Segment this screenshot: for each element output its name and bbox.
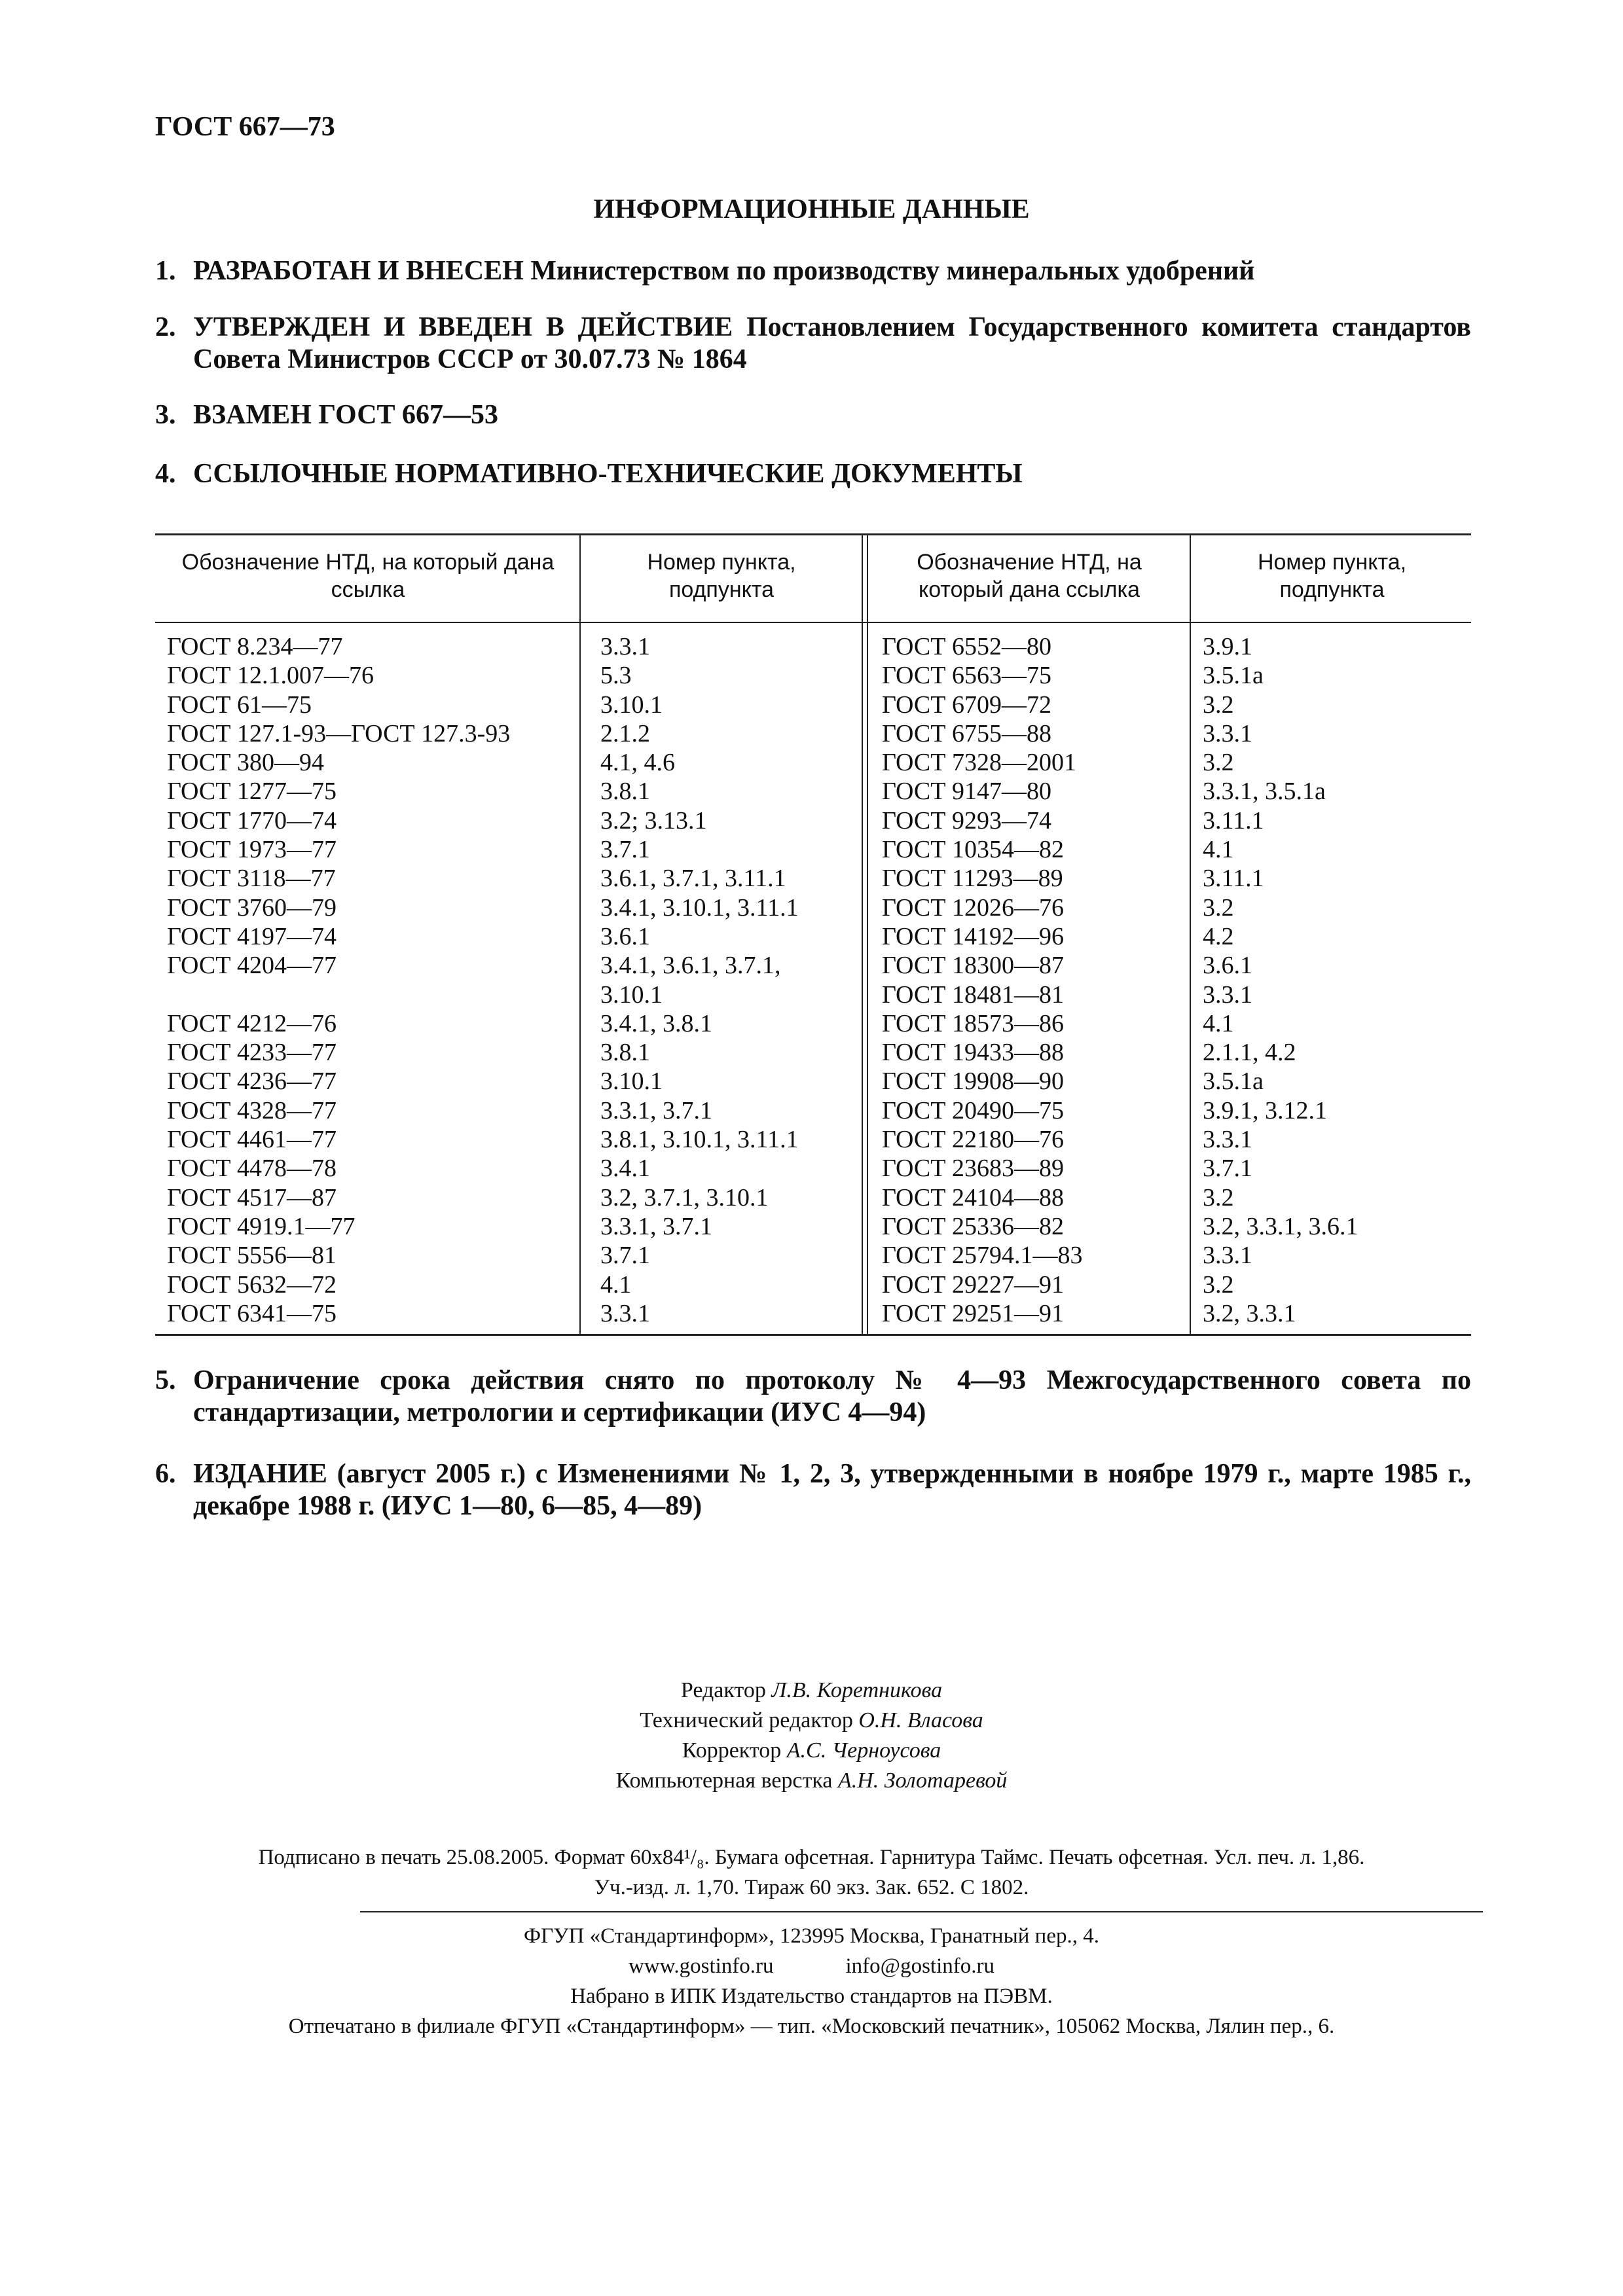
clause-number-cell: 2.1.2	[600, 719, 650, 747]
credit-person: А.Н. Золотаревой	[837, 1768, 1008, 1793]
item-text: Постановлением Государственного комитета стандартов Совета Министров СССР от 30.07.73 № 1864	[193, 312, 1471, 374]
reference-document-cell: ГОСТ 7328—2001	[882, 749, 1076, 777]
clause-number-cell: 3.7.1	[600, 836, 650, 864]
info-item-4	[155, 458, 1471, 490]
reference-document-cell: ГОСТ 4461—77	[167, 1126, 337, 1154]
typeset-note: Набрано в ИПК Издательство стандартов на ПЭВМ.	[570, 1984, 1053, 2008]
reference-document-cell: ГОСТ 10354—82	[882, 836, 1064, 864]
item-text: Ограничение срока действия снято по протоколу № 4—93 Межгосударственного совета по стандартизации, метрологии и сертификации (ИУС 4—94)	[193, 1365, 1471, 1427]
item-lead: ИЗДАНИЕ	[193, 1459, 327, 1489]
credit-role: Технический редактор	[640, 1708, 853, 1732]
reference-document-cell: ГОСТ 4204—77	[167, 952, 337, 980]
reference-document-cell: ГОСТ 4478—78	[167, 1155, 337, 1183]
reference-document-cell: ГОСТ 22180—76	[882, 1126, 1064, 1154]
clause-number-cell: 2.1.1, 4.2	[1203, 1039, 1296, 1067]
item-number: 5.	[155, 1365, 176, 1395]
credit-line	[0, 1766, 1623, 1796]
reference-document-cell: ГОСТ 6755—88	[882, 719, 1051, 747]
publisher-info	[0, 1921, 1623, 2041]
item-number: 1.	[155, 256, 176, 286]
item-number: 2.	[155, 312, 176, 342]
reference-document-cell: ГОСТ 9293—74	[882, 806, 1051, 834]
right-clauses-column	[1203, 632, 1359, 1328]
reference-document-cell: ГОСТ 18300—87	[882, 952, 1064, 980]
reference-document-cell	[167, 980, 510, 1009]
reference-document-cell: ГОСТ 20490—75	[882, 1096, 1064, 1124]
item-lead: РАЗРАБОТАН И ВНЕСЕН	[193, 256, 524, 286]
credit-person: Л.В. Коретникова	[771, 1678, 943, 1702]
header-divider	[155, 622, 1471, 623]
reference-document-cell: ГОСТ 6552—80	[882, 633, 1051, 660]
imprint-line: Подписано в печать 25.08.2005. Формат 60х84¹/₈. Бумага офсетная. Гарнитура Таймс. Печать офсетная. Усл. печ. л. 1,86.	[258, 1846, 1365, 1869]
clause-number-cell: 3.3.1	[1203, 1242, 1252, 1270]
clause-number-cell: 5.3	[600, 662, 632, 690]
reference-document-cell: ГОСТ 4517—87	[167, 1183, 337, 1211]
right-documents-column	[882, 632, 1083, 1328]
clause-number-cell: 3.9.1	[1203, 633, 1252, 660]
reference-document-cell: ГОСТ 18573—86	[882, 1009, 1064, 1037]
reference-document-cell: ГОСТ 24104—88	[882, 1183, 1064, 1211]
reference-document-cell: ГОСТ 14192—96	[882, 922, 1064, 950]
reference-document-cell: ГОСТ 11293—89	[882, 865, 1063, 893]
item-text: (август 2005 г.) с Изменениями № 1, 2, 3, утвержденными в ноябре 1979 г., марте 1985 г., декабре 1988 г. (ИУС 1—80, 6—85, 4—89)	[193, 1459, 1471, 1521]
reference-document-cell: ГОСТ 127.1-93—ГОСТ 127.3-93	[167, 719, 511, 747]
reference-document-cell: ГОСТ 9147—80	[882, 778, 1051, 806]
clause-number-cell: 3.11.1	[1203, 865, 1264, 893]
clause-number-cell: 3.2	[1203, 1270, 1234, 1299]
column-divider	[862, 535, 863, 1334]
publisher-website[interactable]: www.gostinfo.ru	[629, 1954, 774, 1978]
item-number: 6.	[155, 1459, 176, 1489]
publisher-address: ФГУП «Стандартинформ», 123995 Москва, Гранатный пер., 4.	[524, 1924, 1099, 1948]
credit-role: Компьютерная верстка	[615, 1768, 833, 1793]
column-header-clause: Номер пункта, подпункта	[1257, 550, 1407, 602]
clause-number-cell: 3.10.1	[600, 1067, 663, 1096]
reference-document-cell: ГОСТ 4328—77	[167, 1096, 337, 1124]
credit-role: Корректор	[682, 1738, 782, 1763]
clause-number-cell: 3.2, 3.3.1, 3.6.1	[1203, 1212, 1359, 1240]
clause-number-cell: 4.1	[1203, 1009, 1234, 1037]
clause-number-cell: 3.3.1	[600, 1299, 650, 1327]
clause-number-cell: 3.8.1	[600, 778, 650, 806]
reference-document-cell: ГОСТ 12.1.007—76	[167, 662, 374, 690]
reference-document-cell: ГОСТ 5556—81	[167, 1242, 337, 1270]
clause-number-cell: 3.2; 3.13.1	[600, 806, 707, 834]
imprint-line: Уч.-изд. л. 1,70. Тираж 60 экз. Зак. 652. С 1802.	[594, 1876, 1029, 1899]
imprint	[0, 1842, 1623, 1903]
reference-document-cell: ГОСТ 1770—74	[167, 806, 337, 834]
clause-number-cell: 3.3.1	[1203, 719, 1252, 747]
reference-document-cell: ГОСТ 3118—77	[167, 865, 336, 893]
reference-document-cell: ГОСТ 1277—75	[167, 778, 337, 806]
reference-document-cell: ГОСТ 12026—76	[882, 893, 1064, 922]
reference-document-cell: ГОСТ 19433—88	[882, 1039, 1064, 1067]
clause-number-cell: 3.5.1а	[1203, 662, 1264, 690]
reference-document-cell: ГОСТ 1973—77	[167, 836, 337, 864]
clause-number-cell: 4.1	[1203, 836, 1234, 864]
reference-document-cell: ГОСТ 5632—72	[167, 1270, 337, 1299]
reference-document-cell: ГОСТ 25794.1—83	[882, 1242, 1083, 1270]
clause-number-cell: 3.6.1, 3.7.1, 3.11.1	[600, 865, 786, 893]
info-item-3	[155, 399, 1471, 431]
reference-document-cell: ГОСТ 8.234—77	[167, 633, 343, 660]
clause-number-cell: 4.1	[600, 1270, 632, 1299]
clause-number-cell: 3.2	[1203, 1183, 1234, 1211]
column-header-document: Обозначение НТД, на который дана ссылка	[917, 550, 1142, 602]
reference-document-cell: ГОСТ 61—75	[167, 691, 312, 719]
item-number: 3.	[155, 400, 176, 430]
credit-person: О.Н. Власова	[858, 1708, 983, 1732]
clause-number-cell: 3.6.1	[1203, 952, 1252, 980]
left-documents-column	[167, 632, 510, 1328]
item-number: 4.	[155, 459, 176, 489]
clause-number-cell: 3.3.1, 3.5.1а	[1203, 778, 1326, 806]
reference-document-cell: ГОСТ 4919.1—77	[167, 1212, 356, 1240]
clause-number-cell: 4.2	[1203, 922, 1234, 950]
clause-number-cell: 3.8.1	[600, 1039, 650, 1067]
reference-document-cell: ГОСТ 4197—74	[167, 922, 337, 950]
reference-document-cell: ГОСТ 6341—75	[167, 1299, 337, 1327]
reference-document-cell: ГОСТ 19908—90	[882, 1067, 1064, 1096]
clause-number-cell: 3.10.1	[600, 691, 663, 719]
clause-number-cell: 3.8.1, 3.10.1, 3.11.1	[600, 1126, 799, 1154]
credit-role: Редактор	[680, 1678, 766, 1702]
document-code: ГОСТ 667—73	[155, 112, 335, 142]
clause-number-cell: 3.2, 3.3.1	[1203, 1299, 1296, 1327]
clause-number-cell: 3.3.1, 3.7.1	[600, 1212, 712, 1240]
clause-number-cell: 4.1, 4.6	[600, 749, 675, 777]
credit-line	[0, 1736, 1623, 1766]
editorial-credits	[0, 1676, 1623, 1796]
reference-document-cell: ГОСТ 29227—91	[882, 1270, 1064, 1299]
publisher-email[interactable]: info@gostinfo.ru	[845, 1954, 994, 1978]
clause-number-cell: 3.3.1	[1203, 980, 1252, 1009]
info-item-1	[155, 255, 1471, 287]
column-header-clause: Номер пункта, подпункта	[647, 550, 796, 602]
clause-number-cell: 3.2	[1203, 691, 1234, 719]
reference-document-cell: ГОСТ 29251—91	[882, 1299, 1064, 1327]
clause-number-cell: 3.2	[1203, 749, 1234, 777]
info-item-2	[155, 312, 1471, 376]
column-header-document: Обозначение НТД, на который дана ссылка	[181, 550, 555, 602]
credit-line	[0, 1706, 1623, 1736]
clause-number-cell: 3.9.1, 3.12.1	[1203, 1096, 1327, 1124]
clause-number-cell: 3.11.1	[1203, 806, 1264, 834]
reference-document-cell: ГОСТ 4233—77	[167, 1039, 337, 1067]
clause-number-cell: 3.4.1, 3.8.1	[600, 1009, 712, 1037]
column-divider	[867, 535, 868, 1334]
item-lead: ВЗАМЕН ГОСТ 667—53	[193, 400, 499, 430]
item-lead: ССЫЛОЧНЫЕ НОРМАТИВНО-ТЕХНИЧЕСКИЕ ДОКУМЕНТЫ	[193, 459, 1023, 489]
divider	[360, 1911, 1483, 1912]
reference-document-cell: ГОСТ 6709—72	[882, 691, 1051, 719]
info-item-5	[155, 1365, 1471, 1429]
clause-number-cell: 3.10.1	[600, 980, 663, 1009]
clause-number-cell: 3.7.1	[600, 1242, 650, 1270]
clause-number-cell: 3.3.1	[600, 633, 650, 660]
credit-person: А.С. Черноусова	[786, 1738, 941, 1763]
info-item-6	[155, 1458, 1471, 1522]
reference-document-cell: ГОСТ 25336—82	[882, 1212, 1064, 1240]
clause-number-cell: 3.7.1	[1203, 1155, 1252, 1183]
clause-number-cell: 3.4.1, 3.6.1, 3.7.1,	[600, 952, 781, 980]
credit-line	[0, 1676, 1623, 1706]
reference-document-cell: ГОСТ 23683—89	[882, 1155, 1064, 1183]
clause-number-cell: 3.2, 3.7.1, 3.10.1	[600, 1183, 769, 1211]
reference-document-cell: ГОСТ 3760—79	[167, 893, 337, 922]
reference-document-cell: ГОСТ 4212—76	[167, 1009, 337, 1037]
column-divider	[579, 535, 581, 1334]
section-title: ИНФОРМАЦИОННЫЕ ДАННЫЕ	[593, 194, 1030, 224]
printing-note: Отпечатано в филиале ФГУП «Стандартинформ» — тип. «Московский печатник», 105062 Москва, Лялин пер., 6.	[288, 2015, 1335, 2038]
references-table	[155, 533, 1471, 1336]
clause-number-cell: 3.4.1, 3.10.1, 3.11.1	[600, 893, 799, 922]
item-text: Министерством по производству минеральных удобрений	[523, 256, 1255, 286]
publisher-contacts	[0, 1951, 1623, 1981]
clause-number-cell: 3.2	[1203, 893, 1234, 922]
column-divider	[1190, 535, 1191, 1334]
reference-document-cell: ГОСТ 18481—81	[882, 980, 1064, 1009]
item-lead: УТВЕРЖДЕН И ВВЕДЕН В ДЕЙСТВИЕ	[193, 312, 733, 342]
clause-number-cell: 3.4.1	[600, 1155, 650, 1183]
clause-number-cell: 3.6.1	[600, 922, 650, 950]
clause-number-cell: 3.5.1а	[1203, 1067, 1264, 1096]
reference-document-cell: ГОСТ 4236—77	[167, 1067, 337, 1096]
reference-document-cell: ГОСТ 6563—75	[882, 662, 1051, 690]
left-clauses-column	[600, 632, 799, 1328]
clause-number-cell: 3.3.1, 3.7.1	[600, 1096, 712, 1124]
clause-number-cell: 3.3.1	[1203, 1126, 1252, 1154]
reference-document-cell: ГОСТ 380—94	[167, 749, 324, 777]
